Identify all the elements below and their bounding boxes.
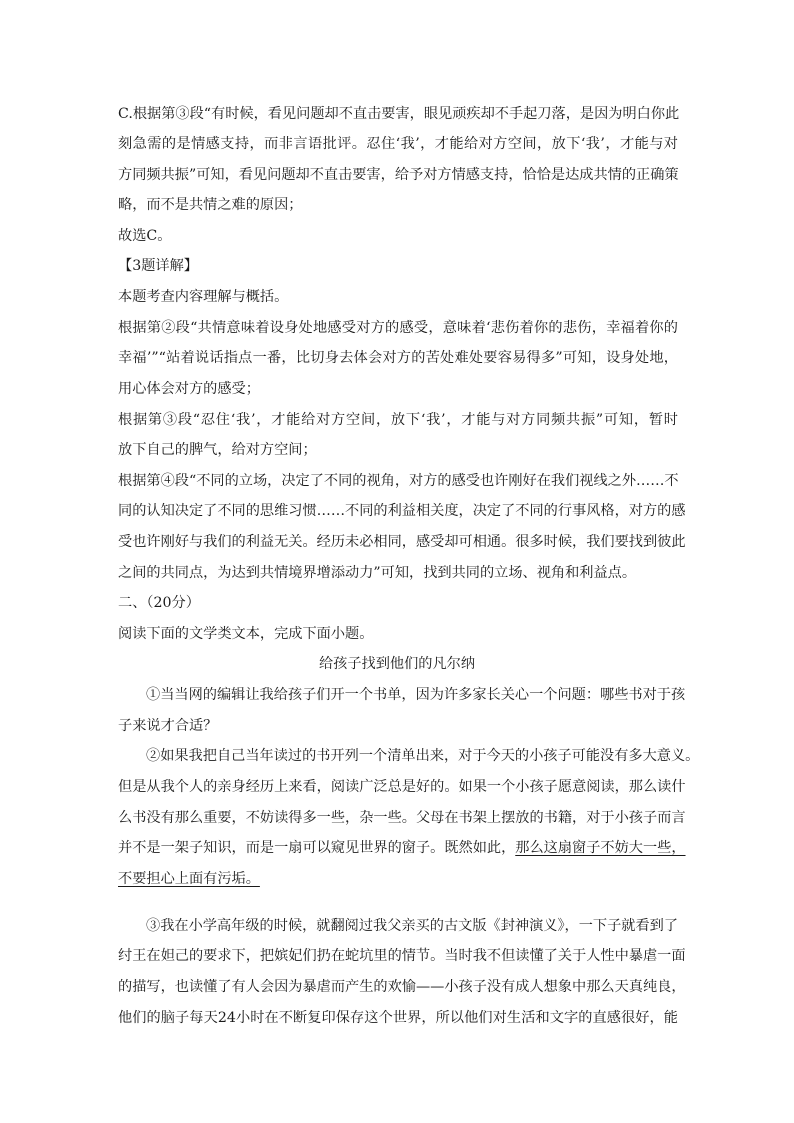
text-line-8: 根据第②段“共情意味着设身处地感受对方的感受，意味着‘悲伤着你的悲伤，幸福着你的 xyxy=(118,320,678,336)
article-paragraph-line: ②如果我把自己当年读过的书开列一个清单出来，对于今天的小孩子可能没有多大意义。 xyxy=(146,748,700,764)
text-line-7: 本题考查内容理解与概括。 xyxy=(118,289,289,305)
text-line-11: 根据第③段“忍住‘我’，才能给对方空间，放下‘我’，才能与对方同频共振”可知，暂时 xyxy=(118,412,678,428)
text-line-1: C.根据第③段“有时候，看见问题却不直击要害，眼见顽疾却不手起刀落，是因为明白你此 xyxy=(118,106,680,122)
text-line-9: 幸福’”“站着说话指点一番，比切身去体会对方的苦处难处要容易得多”可知，设身处地， xyxy=(118,350,678,366)
article-paragraph-line: ③我在小学高年级的时候，就翻阅过我父亲买的古文版《封神演义》，一下子就看到了 xyxy=(146,918,679,934)
article-title: 给孩子找到他们的凡尔纳 xyxy=(318,656,476,672)
article-paragraph-line: 纣王在妲己的要求下，把嫔妃们扔在蛇坑里的情节。当时我不但读懂了关于人性中暴虐一面 xyxy=(118,948,686,964)
text-line-3: 方同频共振”可知，看见问题却不直击要害，给予对方情感支持，恰恰是达成共情的正确策 xyxy=(118,167,679,183)
instruction-line: 阅读下面的文学类文本，完成下面小题。 xyxy=(118,626,374,642)
article-paragraph-line: 子来说才合适？ xyxy=(118,718,218,734)
article-paragraph-line: 的描写，也读懂了有人会因为暴虐而产生的欢愉——小孩子没有成人想象中那么天真纯良， xyxy=(118,979,686,995)
text-line-14: 同的认知决定了不同的思维习惯……不同的利益相关度，决定了不同的行事风格，对方的感 xyxy=(118,503,686,519)
text-line-12: 放下自己的脾气，给对方空间； xyxy=(118,442,317,458)
text-line-15: 受也许刚好与我们的利益无关。经历未必相同，感受却可相通。很多时候，我们要找到彼此 xyxy=(118,534,686,550)
article-paragraph-line xyxy=(118,838,686,858)
underlined-sentence: 不要担心上面有污垢。 xyxy=(118,871,260,887)
text-line-10: 用心体会对方的感受； xyxy=(118,381,260,397)
underlined-sentence: 那么这扇窗子不妨大一些， xyxy=(515,840,686,856)
section-heading-part2: 二、（20分） xyxy=(118,595,200,611)
text-line-4: 略，而不是共情之难的原因； xyxy=(118,197,303,213)
article-paragraph-line xyxy=(118,869,678,889)
answer-line: 故选C。 xyxy=(118,228,172,244)
article-paragraph-line: 么书没有那么重要，不妨读得多一些，杂一些。父母在书架上摆放的书籍，对于小孩子而言 xyxy=(118,810,686,826)
text-line-2: 刻急需的是情感支持，而非言语批评。忍住‘我’，才能给对方空间，放下‘我’，才能与对 xyxy=(118,136,678,152)
section-heading-q3: 【3题详解】 xyxy=(118,258,198,274)
article-paragraph-line: 但是从我个人的亲身经历上来看，阅读广泛总是好的。如果一个小孩子愿意阅读，那么读什 xyxy=(118,779,686,795)
text-line-16: 之间的共同点，为达到共情境界增添动力”可知，找到共同的立场、视角和利益点。 xyxy=(118,565,637,581)
article-paragraph-line: 他们的脑子每天24小时在不断复印保存这个世界，所以他们对生活和文字的直感很好，能 xyxy=(118,1010,678,1026)
article-paragraph-line: ①当当网的编辑让我给孩子们开一个书单，因为许多家长关心一个问题：哪些书对于孩 xyxy=(146,687,686,703)
plain-text: 并不是一架子知识，而是一扇可以窥见世界的窗子。既然如此， xyxy=(118,840,516,856)
text-line-13: 根据第④段“不同的立场，决定了不同的视角，对方的感受也许刚好在我们视线之外……不 xyxy=(118,473,679,489)
